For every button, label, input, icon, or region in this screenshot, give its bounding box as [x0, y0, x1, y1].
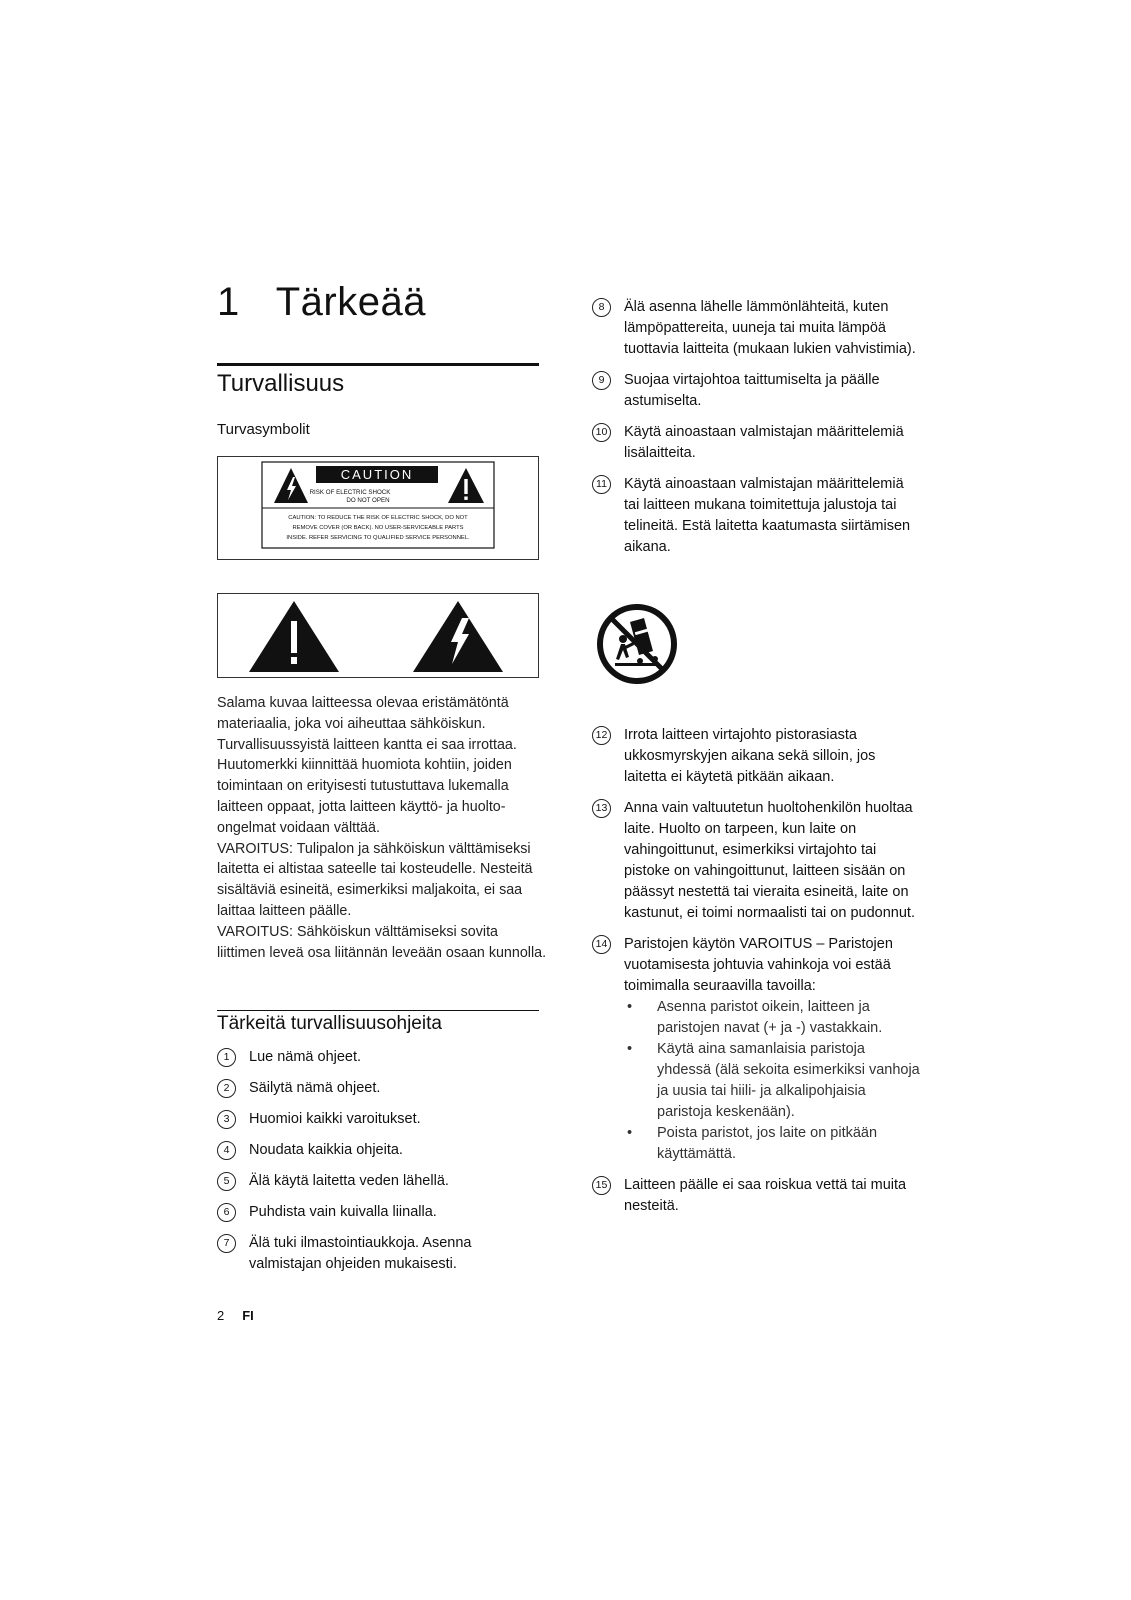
instruction-text: Lue nämä ohjeet.	[249, 1049, 362, 1065]
paragraph-warning-fire: VAROITUS: Tulipalon ja sähköiskun välttämiseksi laitetta ei altistaa sateelle tai kosteudelle. Nesteitä sisältäviä esineitä, esimerkiksi maljakoita, ei saa laittaa laitteen päälle.	[217, 840, 533, 919]
instructions-list-right-bottom	[592, 725, 922, 1227]
number-badge: 11	[592, 475, 611, 494]
instruction-text: Suojaa virtajohtoa taittumiselta ja päälle astumiselta.	[624, 372, 880, 409]
safety-symbols-description	[217, 693, 547, 963]
instruction-item	[592, 934, 922, 1165]
lightning-warning-icon	[274, 468, 308, 503]
number-badge: 14	[592, 935, 611, 954]
number-badge: 2	[217, 1079, 236, 1098]
instruction-text: Käytä ainoastaan valmistajan määrittelemiä lisälaitteita.	[624, 424, 904, 461]
chapter-title	[217, 280, 426, 325]
instruction-item	[217, 1202, 547, 1223]
number-badge: 3	[217, 1110, 236, 1129]
instruction-text: Puhdista vain kuivalla liinalla.	[249, 1204, 437, 1220]
instruction-item	[592, 1175, 922, 1217]
number-badge: 1	[217, 1048, 236, 1067]
caution-note-2: REMOVE COVER (OR BACK). NO USER-SERVICEABLE PARTS	[292, 525, 464, 531]
number-badge: 15	[592, 1176, 611, 1195]
instruction-text: Paristojen käytön VAROITUS – Paristojen vuotamisesta johtuvia vahinkoja voi estää toimimalla seuraavilla tavoilla:	[624, 936, 893, 994]
caution-header: CAUTION	[340, 467, 414, 482]
instruction-text: Älä käytä laitetta veden lähellä.	[249, 1173, 449, 1189]
instruction-item	[217, 1171, 547, 1192]
instruction-item	[592, 474, 922, 558]
number-badge: 10	[592, 423, 611, 442]
cart-tipover-warning-icon	[595, 602, 679, 686]
instruction-text: Älä asenna lähelle lämmönlähteitä, kuten lämpöpattereita, uuneja tai muita lämpöä tuottavia laitteita (mukaan lukien vahvistimia).	[624, 299, 916, 357]
bullet-item: • Poista paristot, jos laite on pitkään käyttämättä.	[624, 1123, 922, 1165]
number-badge: 7	[217, 1234, 236, 1253]
instruction-text: Älä tuki ilmastointiaukkoja. Asenna valmistajan ohjeiden mukaisesti.	[249, 1235, 472, 1272]
caution-label-graphic	[218, 457, 538, 559]
instruction-item	[592, 798, 922, 924]
number-badge: 8	[592, 298, 611, 317]
number-badge: 4	[217, 1141, 236, 1160]
instruction-item	[592, 370, 922, 412]
number-badge: 9	[592, 371, 611, 390]
caution-label-box	[217, 456, 539, 560]
number-badge: 5	[217, 1172, 236, 1191]
instruction-text: Säilytä nämä ohjeet.	[249, 1080, 381, 1096]
language-code: FI	[242, 1308, 254, 1323]
instruction-item	[217, 1047, 547, 1068]
safety-symbols-graphic	[218, 594, 538, 677]
page-number: 2	[217, 1308, 225, 1323]
instruction-item	[592, 297, 922, 360]
safety-symbols-box	[217, 593, 539, 678]
instruction-text: Anna vain valtuutetun huoltohenkilön huoltaa laite. Huolto on tarpeen, kun laite on vahingoittunut, esimerkiksi virtajohto tai pistoke on vahingoittunut, laitteen sisään on päässyt nestettä tai vieraita esineitä, laite on kastunut, ei toimi normaalisti tai on pudonnut.	[624, 800, 915, 921]
caution-line-1: RISK OF ELECTRIC SHOCK	[309, 489, 391, 496]
page-footer	[217, 1308, 254, 1323]
instruction-item	[217, 1233, 547, 1275]
bullet-item: • Käytä aina samanlaisia paristoja yhdessä (älä sekoita esimerkiksi vanhoja ja uusia tai hiili- ja alkalipohjaisia paristoja keskenään).	[624, 1039, 922, 1123]
instruction-item	[217, 1140, 547, 1161]
instruction-text: Irrota laitteen virtajohto pistorasiasta ukkosmyrskyjen aikana sekä silloin, jos laitetta ei käytetä pitkään aikaan.	[624, 727, 876, 785]
chapter-number: 1	[217, 280, 240, 324]
number-badge: 12	[592, 726, 611, 745]
instruction-text: Huomioi kaikki varoitukset.	[249, 1111, 421, 1127]
instruction-item	[217, 1109, 547, 1130]
battery-bullet-list	[624, 997, 922, 1165]
paragraph-warning-shock: VAROITUS: Sähköiskun välttämiseksi sovita liittimen leveä osa liitännän leveään osaan kunnolla.	[217, 923, 547, 961]
number-badge: 13	[592, 799, 611, 818]
instruction-item	[217, 1078, 547, 1099]
section-title-instructions: Tärkeitä turvallisuusohjeita	[217, 1013, 442, 1034]
instructions-list-right-top	[592, 297, 922, 568]
paragraph-symbols: Salama kuvaa laitteessa olevaa eristämätöntä materiaalia, joka voi aiheuttaa sähköiskun. Turvallisuussyistä laitteen kantta ei saa irrottaa. Huutomerkki kiinnittää huomiota kohtiin, joiden toimintaan on erityisesti tutustuttava lukemalla laitteen oppaat, jotta laitteen käyttö- ja huolto-ongelmat voidaan välttää.	[217, 695, 517, 836]
section-title-safety: Turvallisuus	[217, 370, 345, 397]
instruction-text: Noudata kaikkia ohjeita.	[249, 1142, 403, 1158]
caution-note-1: CAUTION: TO REDUCE THE RISK OF ELECTRIC SHOCK, DO NOT	[288, 515, 468, 521]
instruction-text: Käytä ainoastaan valmistajan määrittelemiä tai laitteen mukana toimitettuja jalustoja tai telineitä. Estä laitetta kaatumasta siirtämisen aikana.	[624, 476, 911, 555]
lightning-triangle-icon	[413, 601, 503, 672]
caution-line-2: DO NOT OPEN	[346, 497, 390, 504]
instruction-item	[592, 725, 922, 788]
exclamation-triangle-icon	[249, 601, 339, 672]
section-rule	[217, 1010, 539, 1011]
chapter-title-text: Tärkeää	[275, 280, 426, 324]
caution-note-3: INSIDE. REFER SERVICING TO QUALIFIED SERVICE PERSONNEL.	[286, 535, 470, 541]
chapter-rule	[217, 363, 539, 366]
bullet-item: • Asenna paristot oikein, laitteen ja paristojen navat (+ ja -) vastakkain.	[624, 997, 922, 1039]
instruction-item	[592, 422, 922, 464]
instructions-list-left	[217, 1047, 547, 1285]
number-badge: 6	[217, 1203, 236, 1222]
exclamation-warning-icon	[448, 468, 484, 503]
subheading-safety-symbols: Turvasymbolit	[217, 421, 310, 438]
instruction-text: Laitteen päälle ei saa roiskua vettä tai muita nesteitä.	[624, 1177, 907, 1214]
